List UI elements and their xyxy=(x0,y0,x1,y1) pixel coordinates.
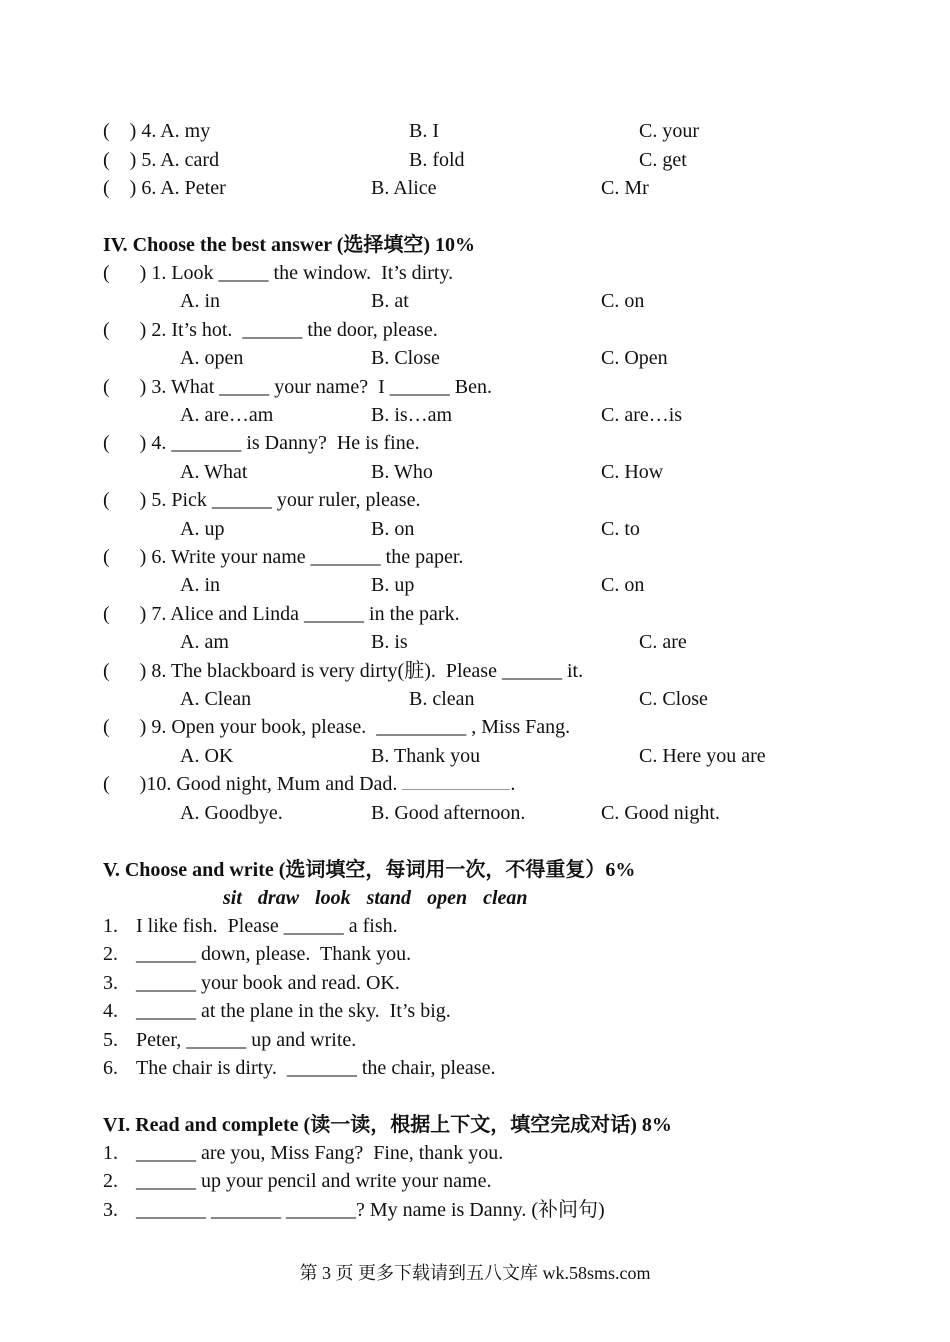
option-c: C. Mr xyxy=(601,177,649,199)
question-stem: ( ) 9. Open your book, please. _________ , Miss Fang. xyxy=(103,716,571,739)
option-c: C. to xyxy=(601,517,640,540)
item-number: 4. xyxy=(103,1000,118,1023)
section-5-heading: V. Choose and write (选词填空，每词用一次，不得重复）6% xyxy=(103,859,636,881)
item-number: 2. xyxy=(103,1170,118,1193)
option-a: A. Clean xyxy=(180,688,252,710)
question-stem: ( )10. Good night, Mum and Dad. . xyxy=(103,773,516,796)
question-row xyxy=(103,146,863,174)
numbered-item xyxy=(103,1196,605,1224)
word-bank xyxy=(223,884,544,912)
option-a: A. What xyxy=(180,460,248,483)
question-stem: ( ) 3. What _____ your name? I ______ Ben. xyxy=(103,375,492,398)
options-row xyxy=(103,685,863,713)
item-text: ______ are you, Miss Fang? Fine, thank you. xyxy=(136,1142,504,1164)
item-text: The chair is dirty. _______ the chair, please. xyxy=(136,1057,496,1079)
question-stem: ( ) 5. Pick ______ your ruler, please. xyxy=(103,489,421,512)
options-row xyxy=(103,401,863,429)
item-text: ______ your book and read. OK. xyxy=(136,971,400,994)
option-b: B. at xyxy=(371,290,409,313)
option-b: B. Who xyxy=(371,460,433,483)
question-stem: ( ) 4. _______ is Danny? He is fine. xyxy=(103,432,420,455)
option-b: B. Thank you xyxy=(371,744,481,767)
word-bank-item: look xyxy=(315,887,351,909)
option-b: B. Close xyxy=(371,347,440,370)
item-number: 2. xyxy=(103,943,118,966)
word-bank-item: clean xyxy=(483,887,528,909)
item-text: _______ _______ _______? My name is Danny. (补问句) xyxy=(136,1198,605,1221)
question-stem: ( ) 1. Look _____ the window. It’s dirty. xyxy=(103,262,454,284)
option-c: C. are…is xyxy=(601,404,683,426)
section-6-heading: VI. Read and complete (读一读，根据上下文，填空完成对话) 8% xyxy=(103,1114,672,1136)
item-text: ______ up your pencil and write your name. xyxy=(136,1170,492,1193)
numbered-item xyxy=(103,1026,356,1054)
page-footer: 第 3 页 更多下载请到五八文库 wk.58sms.com xyxy=(299,1263,651,1283)
word-bank-item: stand xyxy=(366,887,412,909)
option-c: C. on xyxy=(601,290,645,313)
option-a: A. Goodbye. xyxy=(180,801,283,824)
option-a: A. in xyxy=(180,574,220,597)
question-stem: ( ) 7. Alice and Linda ______ in the park. xyxy=(103,602,460,625)
question-stem: ( ) 6. Write your name _______ the paper. xyxy=(103,546,464,568)
question-stem: ( ) 8. The blackboard is very dirty(脏). Please ______ it. xyxy=(103,659,584,682)
numbered-item xyxy=(103,997,451,1025)
options-row xyxy=(103,344,863,372)
item-text: ______ down, please. Thank you. xyxy=(136,943,412,966)
option-c: C. Good night. xyxy=(601,801,720,824)
numbered-item xyxy=(103,1139,503,1167)
numbered-item xyxy=(103,969,400,997)
options-row xyxy=(103,458,863,486)
option-c: C. Close xyxy=(639,688,708,710)
word-bank-item: open xyxy=(427,887,468,909)
option-b: B. is…am xyxy=(371,404,453,426)
option-c: C. on xyxy=(601,574,645,597)
options-row xyxy=(103,799,863,827)
section-4-heading: IV. Choose the best answer (选择填空) 10% xyxy=(103,234,476,256)
option-a: A. am xyxy=(180,631,229,654)
option-c: C. are xyxy=(639,631,687,654)
word-bank-item: draw xyxy=(257,887,300,909)
option-a: A. up xyxy=(180,517,225,540)
options-row xyxy=(103,515,863,543)
item-number: 6. xyxy=(103,1057,118,1079)
options-row xyxy=(103,287,863,315)
option-b: B. I xyxy=(409,120,439,142)
question-label: ( ) 5. A. card xyxy=(103,148,220,171)
word-bank-item: sit xyxy=(223,887,242,909)
option-c: C. Open xyxy=(601,347,668,370)
item-number: 3. xyxy=(103,971,118,994)
option-b: B. Alice xyxy=(371,177,437,199)
option-c: C. your xyxy=(639,120,699,142)
option-a: A. open xyxy=(180,347,244,370)
item-number: 1. xyxy=(103,915,118,937)
question-row xyxy=(103,117,863,145)
options-row xyxy=(103,742,863,770)
option-c: C. get xyxy=(639,148,687,171)
item-text: ______ at the plane in the sky. It’s big. xyxy=(136,1000,451,1023)
item-number: 1. xyxy=(103,1142,118,1164)
option-b: B. fold xyxy=(409,148,465,171)
item-number: 5. xyxy=(103,1028,118,1051)
item-text: Peter, ______ up and write. xyxy=(136,1028,357,1051)
option-a: A. in xyxy=(180,290,220,313)
numbered-item xyxy=(103,940,411,968)
option-b: B. up xyxy=(371,574,415,597)
item-number: 3. xyxy=(103,1198,118,1221)
question-row xyxy=(103,174,863,202)
option-b: B. on xyxy=(371,517,415,540)
answer-blank xyxy=(402,771,510,790)
numbered-item xyxy=(103,1167,491,1195)
option-c: C. Here you are xyxy=(639,744,766,767)
numbered-item xyxy=(103,912,398,940)
option-b: B. clean xyxy=(409,688,475,710)
option-b: B. Good afternoon. xyxy=(371,801,526,824)
item-text: I like fish. Please ______ a fish. xyxy=(136,915,398,937)
options-row xyxy=(103,571,863,599)
option-a: A. are…am xyxy=(180,404,274,426)
options-row xyxy=(103,628,863,656)
question-label: ( ) 6. A. Peter xyxy=(103,177,226,199)
option-c: C. How xyxy=(601,460,664,483)
question-stem: ( ) 2. It’s hot. ______ the door, please. xyxy=(103,318,438,341)
question-label: ( ) 4. A. my xyxy=(103,120,211,142)
option-a: A. OK xyxy=(180,744,234,767)
option-b: B. is xyxy=(371,631,408,654)
numbered-item xyxy=(103,1054,495,1082)
